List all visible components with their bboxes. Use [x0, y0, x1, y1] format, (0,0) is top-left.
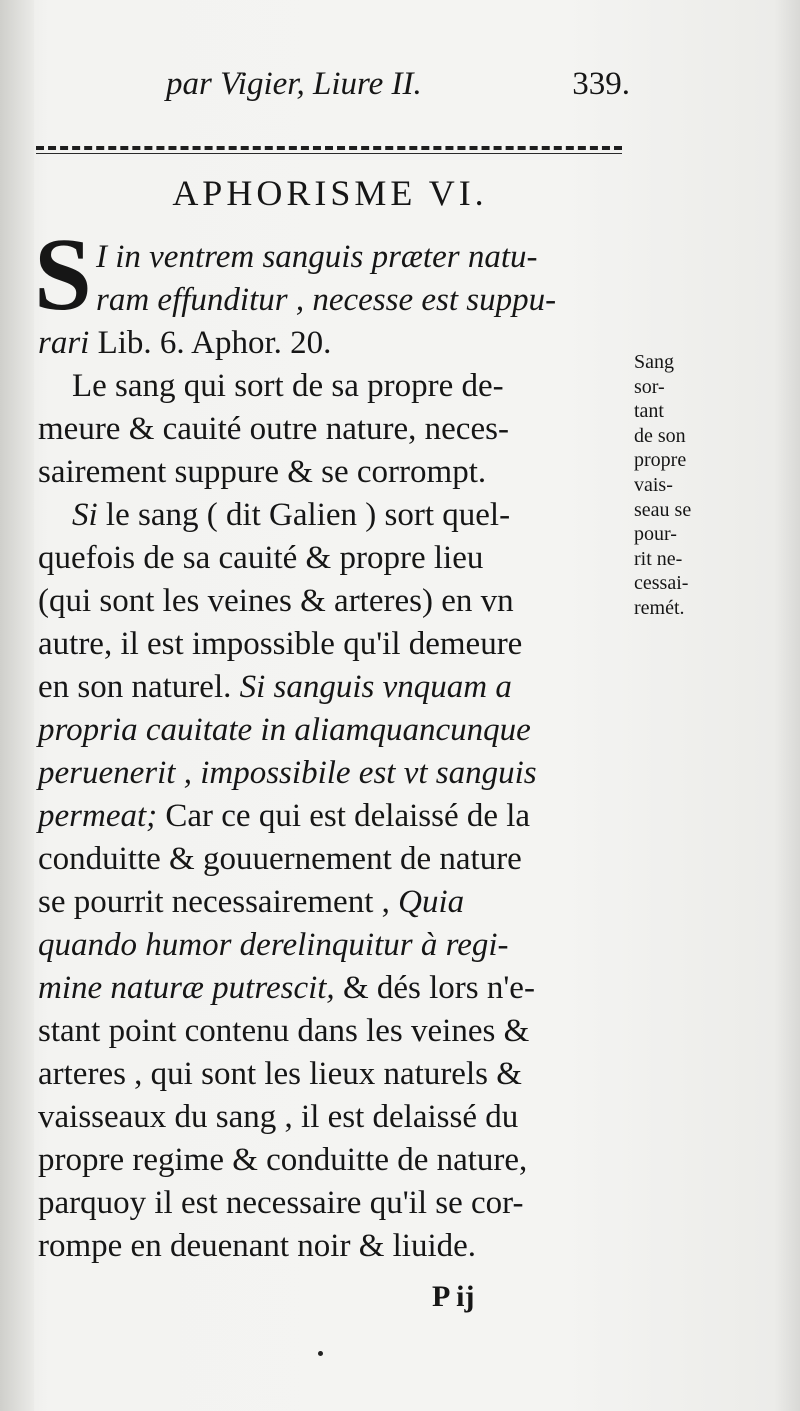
text-line — [38, 1139, 628, 1182]
text-line — [38, 752, 628, 795]
marginal-note — [634, 350, 724, 621]
text-line — [38, 580, 628, 623]
italic-text: Quia — [398, 884, 465, 920]
text-line — [38, 838, 628, 881]
text-line — [38, 408, 628, 451]
roman-text: meure & cauité outre nature, neces- — [38, 411, 509, 447]
text-line — [38, 279, 628, 322]
text-line — [38, 881, 628, 924]
roman-text: rompe en deuenant noir & liuide. — [38, 1228, 477, 1264]
roman-text: sairement suppure & se corrompt. — [38, 454, 487, 490]
latin-aphorism — [38, 236, 628, 365]
italic-text: quando humor derelinquitur à regi- — [38, 927, 509, 963]
text-line — [38, 1182, 628, 1225]
ornamental-rule — [36, 146, 622, 150]
italic-text: Si sanguis vnquam a — [239, 669, 512, 705]
ornamental-rule-thin — [36, 153, 622, 154]
roman-text: conduitte & gouuernement de nature — [38, 841, 522, 877]
section-heading: APHORISME VI. — [172, 173, 488, 213]
text-line — [38, 1010, 628, 1053]
italic-text: rari — [38, 325, 90, 361]
marginal-note-line: sor- — [634, 375, 665, 398]
italic-text: I in ventrem sanguis prӕter natu- — [96, 239, 538, 275]
roman-text: quefois de sa cauité & propre lieu — [38, 540, 484, 576]
text-line — [38, 451, 628, 494]
running-head-title: par Vigier, Liure II. — [166, 66, 422, 102]
italic-text: mine naturӕ putrescit, — [38, 970, 335, 1006]
text-line — [38, 666, 628, 709]
text-line — [38, 709, 628, 752]
roman-text: arteres , qui sont les lieux naturels & — [38, 1056, 522, 1092]
body-text — [38, 236, 628, 1268]
marginal-note-line: propre — [634, 449, 687, 472]
roman-text: en son naturel. — [38, 669, 240, 705]
roman-text: le sang ( dit Galien ) sort quel- — [97, 497, 511, 533]
roman-text: vaisseaux du sang , il est delaissé du — [38, 1099, 519, 1135]
text-line — [38, 967, 628, 1010]
marginal-note-line: Sang — [634, 351, 674, 373]
marginal-note-line: vais- — [634, 473, 673, 496]
roman-text: Lib. 6. Aphor. 20. — [89, 325, 332, 361]
roman-text: stant point contenu dans les veines & — [38, 1013, 530, 1049]
roman-text: propre regime & conduitte de nature, — [38, 1142, 528, 1178]
roman-text: Le sang qui sort de sa propre de- — [72, 368, 504, 404]
signature-mark: P ij — [432, 1280, 475, 1313]
commentary-paragraph — [38, 494, 628, 1268]
text-line — [38, 623, 628, 666]
roman-text: (qui sont les veines & arteres) en vn — [38, 583, 514, 619]
marginal-note-line: rit ne- — [634, 547, 683, 570]
marginal-note-line: tant — [634, 400, 664, 423]
drop-capital: S — [34, 217, 92, 332]
marginal-note-line: remét. — [634, 596, 685, 619]
roman-text: se pourrit necessairement , — [38, 884, 399, 920]
page-number: 339. — [572, 66, 630, 102]
french-translation — [38, 365, 628, 494]
running-head — [160, 66, 630, 110]
italic-text: ram effunditur , necesse est suppu- — [96, 282, 557, 318]
text-line — [38, 924, 628, 967]
text-line — [38, 1225, 628, 1268]
ink-speck — [318, 1351, 323, 1356]
text-line — [38, 365, 628, 408]
roman-text: Car ce qui est delaissé de la — [157, 798, 531, 834]
italic-text: peruenerit , impossibile est vt sanguis — [38, 755, 537, 791]
text-line — [38, 236, 628, 279]
text-line — [38, 795, 628, 838]
marginal-note-line: seau se — [634, 498, 692, 521]
italic-text: propria cauitate in aliamquancunque — [38, 712, 531, 748]
italic-text: Si — [72, 497, 98, 533]
text-line — [38, 537, 628, 580]
marginal-note-line: pour- — [634, 523, 677, 546]
text-line — [38, 1053, 628, 1096]
text-line — [38, 322, 628, 365]
marginal-note-line: cessai- — [634, 572, 689, 595]
roman-text: autre, il est impossible qu'il demeure — [38, 626, 523, 662]
page-gutter-shadow — [0, 0, 34, 1411]
roman-text: & dés lors n'e- — [334, 970, 535, 1006]
roman-text: parquoy il est necessaire qu'il se cor- — [38, 1185, 524, 1221]
italic-text: permeat; — [38, 798, 158, 834]
text-line — [38, 1096, 628, 1139]
marginal-note-line: de son — [634, 424, 686, 447]
text-line — [38, 494, 628, 537]
